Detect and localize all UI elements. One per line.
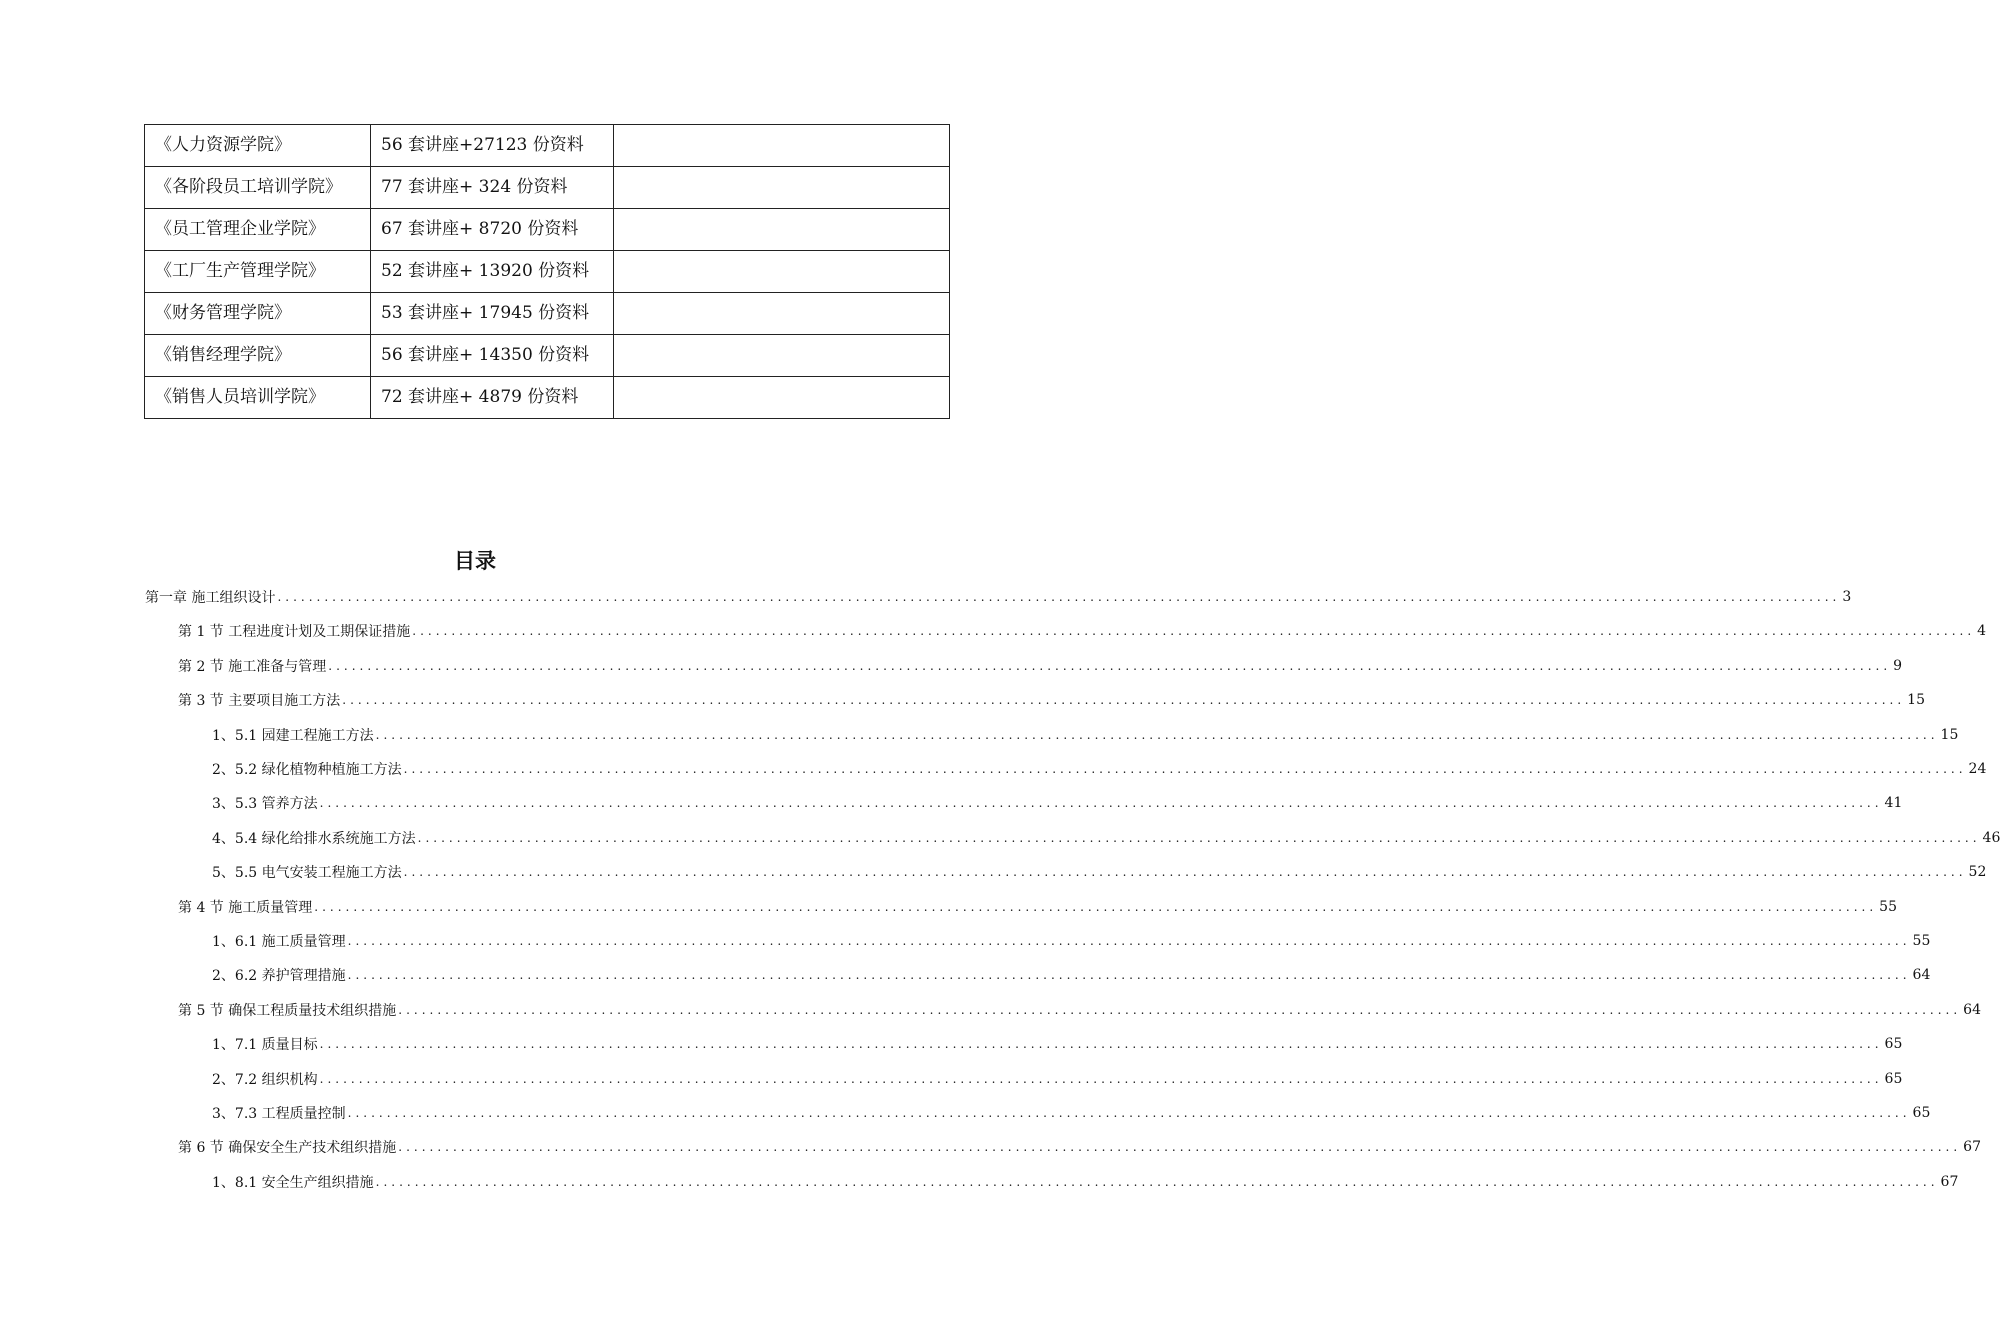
toc-dot-leader: ........................................................................................................................................................................................................ — [403, 865, 1967, 880]
toc-entry-page: 65 — [1884, 1036, 1903, 1053]
toc-entry-label: 第一章 施工组织设计 — [145, 590, 276, 606]
toc-dot-leader: ........................................................................................................................................................................................................ — [347, 1106, 1911, 1120]
resource-name-cell: 《财务管理学院》 — [145, 293, 371, 335]
toc-entry-label: 5.4 绿化给排水系统施工方法 — [234, 830, 416, 847]
toc-entry[interactable] — [212, 1096, 1931, 1130]
toc-entry[interactable] — [178, 1130, 1981, 1164]
toc-entry-page: 64 — [1963, 1001, 1981, 1018]
toc-dot-leader: ........................................................................................................................................................................................................ — [375, 1174, 1939, 1189]
toc-dot-leader: ........................................................................................................................................................................................................ — [403, 762, 1967, 776]
toc-dot-leader: ........................................................................................................................................................................................................ — [277, 590, 1841, 604]
toc-entry-page: 55 — [1912, 933, 1931, 949]
toc-dot-leader: ........................................................................................................................................................................................................ — [412, 624, 1976, 639]
resource-desc-cell: 72 套讲座+ 4879 份资料 — [371, 377, 614, 419]
toc-entry-label: 6.2 养护管理措施 — [234, 968, 346, 985]
toc-entry-page: 3 — [1842, 589, 1852, 605]
toc-dot-leader: ........................................................................................................................................................................................................ — [347, 934, 1911, 948]
resource-name-cell: 《各阶段员工培训学院》 — [145, 167, 371, 209]
toc-entry-page: 55 — [1879, 898, 1897, 915]
resource-extra-cell — [614, 377, 950, 419]
toc-entry-label: 7.2 组织机构 — [234, 1071, 318, 1088]
toc-dot-leader: ........................................................................................................................................................................................................ — [342, 693, 1906, 708]
toc-dot-leader: ........................................................................................................................................................................................................ — [314, 899, 1878, 914]
toc-entry-number: 1、 — [212, 727, 235, 744]
toc-dot-leader: ........................................................................................................................................................................................................ — [375, 727, 1939, 742]
table-row — [145, 209, 950, 251]
toc-entry-page: 67 — [1963, 1139, 1981, 1156]
toc-entry-label: 8.1 安全生产组织措施 — [234, 1174, 374, 1191]
toc-entry-number: 1、 — [212, 1037, 235, 1054]
toc-dot-leader: ........................................................................................................................................................................................................ — [417, 830, 1981, 845]
toc-entry-number: 3、 — [212, 1106, 235, 1122]
toc-entry-number: 1、 — [212, 1174, 235, 1191]
toc-entry-number: 2、 — [212, 762, 235, 778]
resource-name-cell: 《人力资源学院》 — [145, 125, 371, 167]
toc-entry[interactable] — [212, 1027, 1903, 1061]
toc-entry[interactable] — [178, 683, 1925, 717]
toc-dot-leader: ........................................................................................................................................................................................................ — [319, 1037, 1883, 1052]
toc-entry-page: 41 — [1884, 795, 1903, 812]
resource-name-cell: 《销售人员培训学院》 — [145, 377, 371, 419]
toc-entry[interactable] — [145, 580, 1852, 614]
toc-entry-page: 46 — [1982, 829, 2000, 846]
toc-dot-leader: ........................................................................................................................................................................................................ — [398, 1140, 1962, 1155]
toc-entry-page: 65 — [1912, 1105, 1931, 1121]
toc-entry[interactable] — [212, 1165, 1959, 1199]
toc-entry-label: 第 1 节 工程进度计划及工期保证措施 — [178, 624, 411, 641]
toc-entry-label: 第 4 节 施工质量管理 — [178, 899, 313, 916]
toc-entry-number: 5、 — [212, 865, 235, 882]
toc-entry-page: 52 — [1968, 864, 1987, 881]
toc-entry-page: 64 — [1912, 967, 1931, 984]
toc-dot-leader: ........................................................................................................................................................................................................ — [347, 968, 1911, 983]
table-row — [145, 335, 950, 377]
toc-entry-number: 3、 — [212, 796, 235, 813]
toc-entry-label: 第 3 节 主要项目施工方法 — [178, 693, 341, 710]
toc-entry-label: 5.2 绿化植物种植施工方法 — [234, 762, 402, 778]
toc-entry[interactable] — [212, 855, 1987, 889]
resource-extra-cell — [614, 251, 950, 293]
toc-entry[interactable] — [178, 993, 1981, 1027]
toc-title: 目录 — [454, 549, 496, 573]
resource-table — [144, 124, 950, 419]
toc-entry-label: 第 2 节 施工准备与管理 — [178, 658, 327, 675]
toc-entry-number: 2、 — [212, 1071, 235, 1088]
toc-entry[interactable] — [212, 1062, 1903, 1096]
table-row — [145, 293, 950, 335]
resource-desc-cell: 52 套讲座+ 13920 份资料 — [371, 251, 614, 293]
toc-entry-page: 15 — [1940, 726, 1959, 743]
table-row — [145, 125, 950, 167]
toc-entry[interactable] — [212, 752, 1987, 786]
resource-name-cell: 《销售经理学院》 — [145, 335, 371, 377]
toc-entry[interactable] — [178, 649, 1903, 683]
toc-dot-leader: ........................................................................................................................................................................................................ — [328, 658, 1892, 673]
toc-entry-page: 15 — [1907, 692, 1925, 709]
toc-entry-label: 第 5 节 确保工程质量技术组织措施 — [178, 1002, 397, 1019]
resource-table-body — [145, 125, 950, 419]
resource-desc-cell: 77 套讲座+ 324 份资料 — [371, 167, 614, 209]
resource-desc-cell: 67 套讲座+ 8720 份资料 — [371, 209, 614, 251]
resource-extra-cell — [614, 125, 950, 167]
toc-entry-label: 5.1 园建工程施工方法 — [234, 727, 374, 744]
toc-entry[interactable] — [212, 924, 1931, 958]
toc-entry-label: 7.3 工程质量控制 — [234, 1106, 346, 1122]
toc-entry[interactable] — [212, 786, 1903, 820]
toc-entry-number: 4、 — [212, 830, 235, 847]
toc-dot-leader: ........................................................................................................................................................................................................ — [398, 1002, 1962, 1017]
resource-extra-cell — [614, 335, 950, 377]
resource-extra-cell — [614, 209, 950, 251]
toc-entry[interactable] — [178, 614, 1987, 648]
toc-entry-page: 24 — [1968, 761, 1987, 777]
resource-name-cell: 《员工管理企业学院》 — [145, 209, 371, 251]
toc-entry-number: 2、 — [212, 968, 235, 985]
toc-entry[interactable] — [212, 718, 1959, 752]
resource-extra-cell — [614, 293, 950, 335]
toc-entry-label: 7.1 质量目标 — [234, 1037, 318, 1054]
toc-entry-label: 6.1 施工质量管理 — [234, 934, 346, 950]
toc-entry-number: 1、 — [212, 934, 235, 950]
toc-entry-page: 4 — [1977, 623, 1987, 640]
toc-entry-page: 67 — [1940, 1173, 1959, 1190]
toc-entry-label: 第 6 节 确保安全生产技术组织措施 — [178, 1140, 397, 1157]
toc-entry[interactable] — [212, 821, 2000, 855]
resource-desc-cell: 56 套讲座+27123 份资料 — [371, 125, 614, 167]
resource-desc-cell: 56 套讲座+ 14350 份资料 — [371, 335, 614, 377]
toc-entry[interactable] — [178, 890, 1897, 924]
toc-entry-page: 9 — [1893, 657, 1903, 674]
resource-extra-cell — [614, 167, 950, 209]
resource-name-cell: 《工厂生产管理学院》 — [145, 251, 371, 293]
toc-entry-label: 5.3 管养方法 — [234, 796, 318, 813]
table-row — [145, 167, 950, 209]
resource-desc-cell: 53 套讲座+ 17945 份资料 — [371, 293, 614, 335]
table-row — [145, 251, 950, 293]
toc-dot-leader: ........................................................................................................................................................................................................ — [319, 796, 1883, 811]
toc-dot-leader: ........................................................................................................................................................................................................ — [319, 1071, 1883, 1086]
toc-entry-page: 65 — [1884, 1070, 1903, 1087]
toc-entry[interactable] — [212, 958, 1931, 992]
toc-entry-label: 5.5 电气安装工程施工方法 — [234, 865, 402, 882]
table-row — [145, 377, 950, 419]
